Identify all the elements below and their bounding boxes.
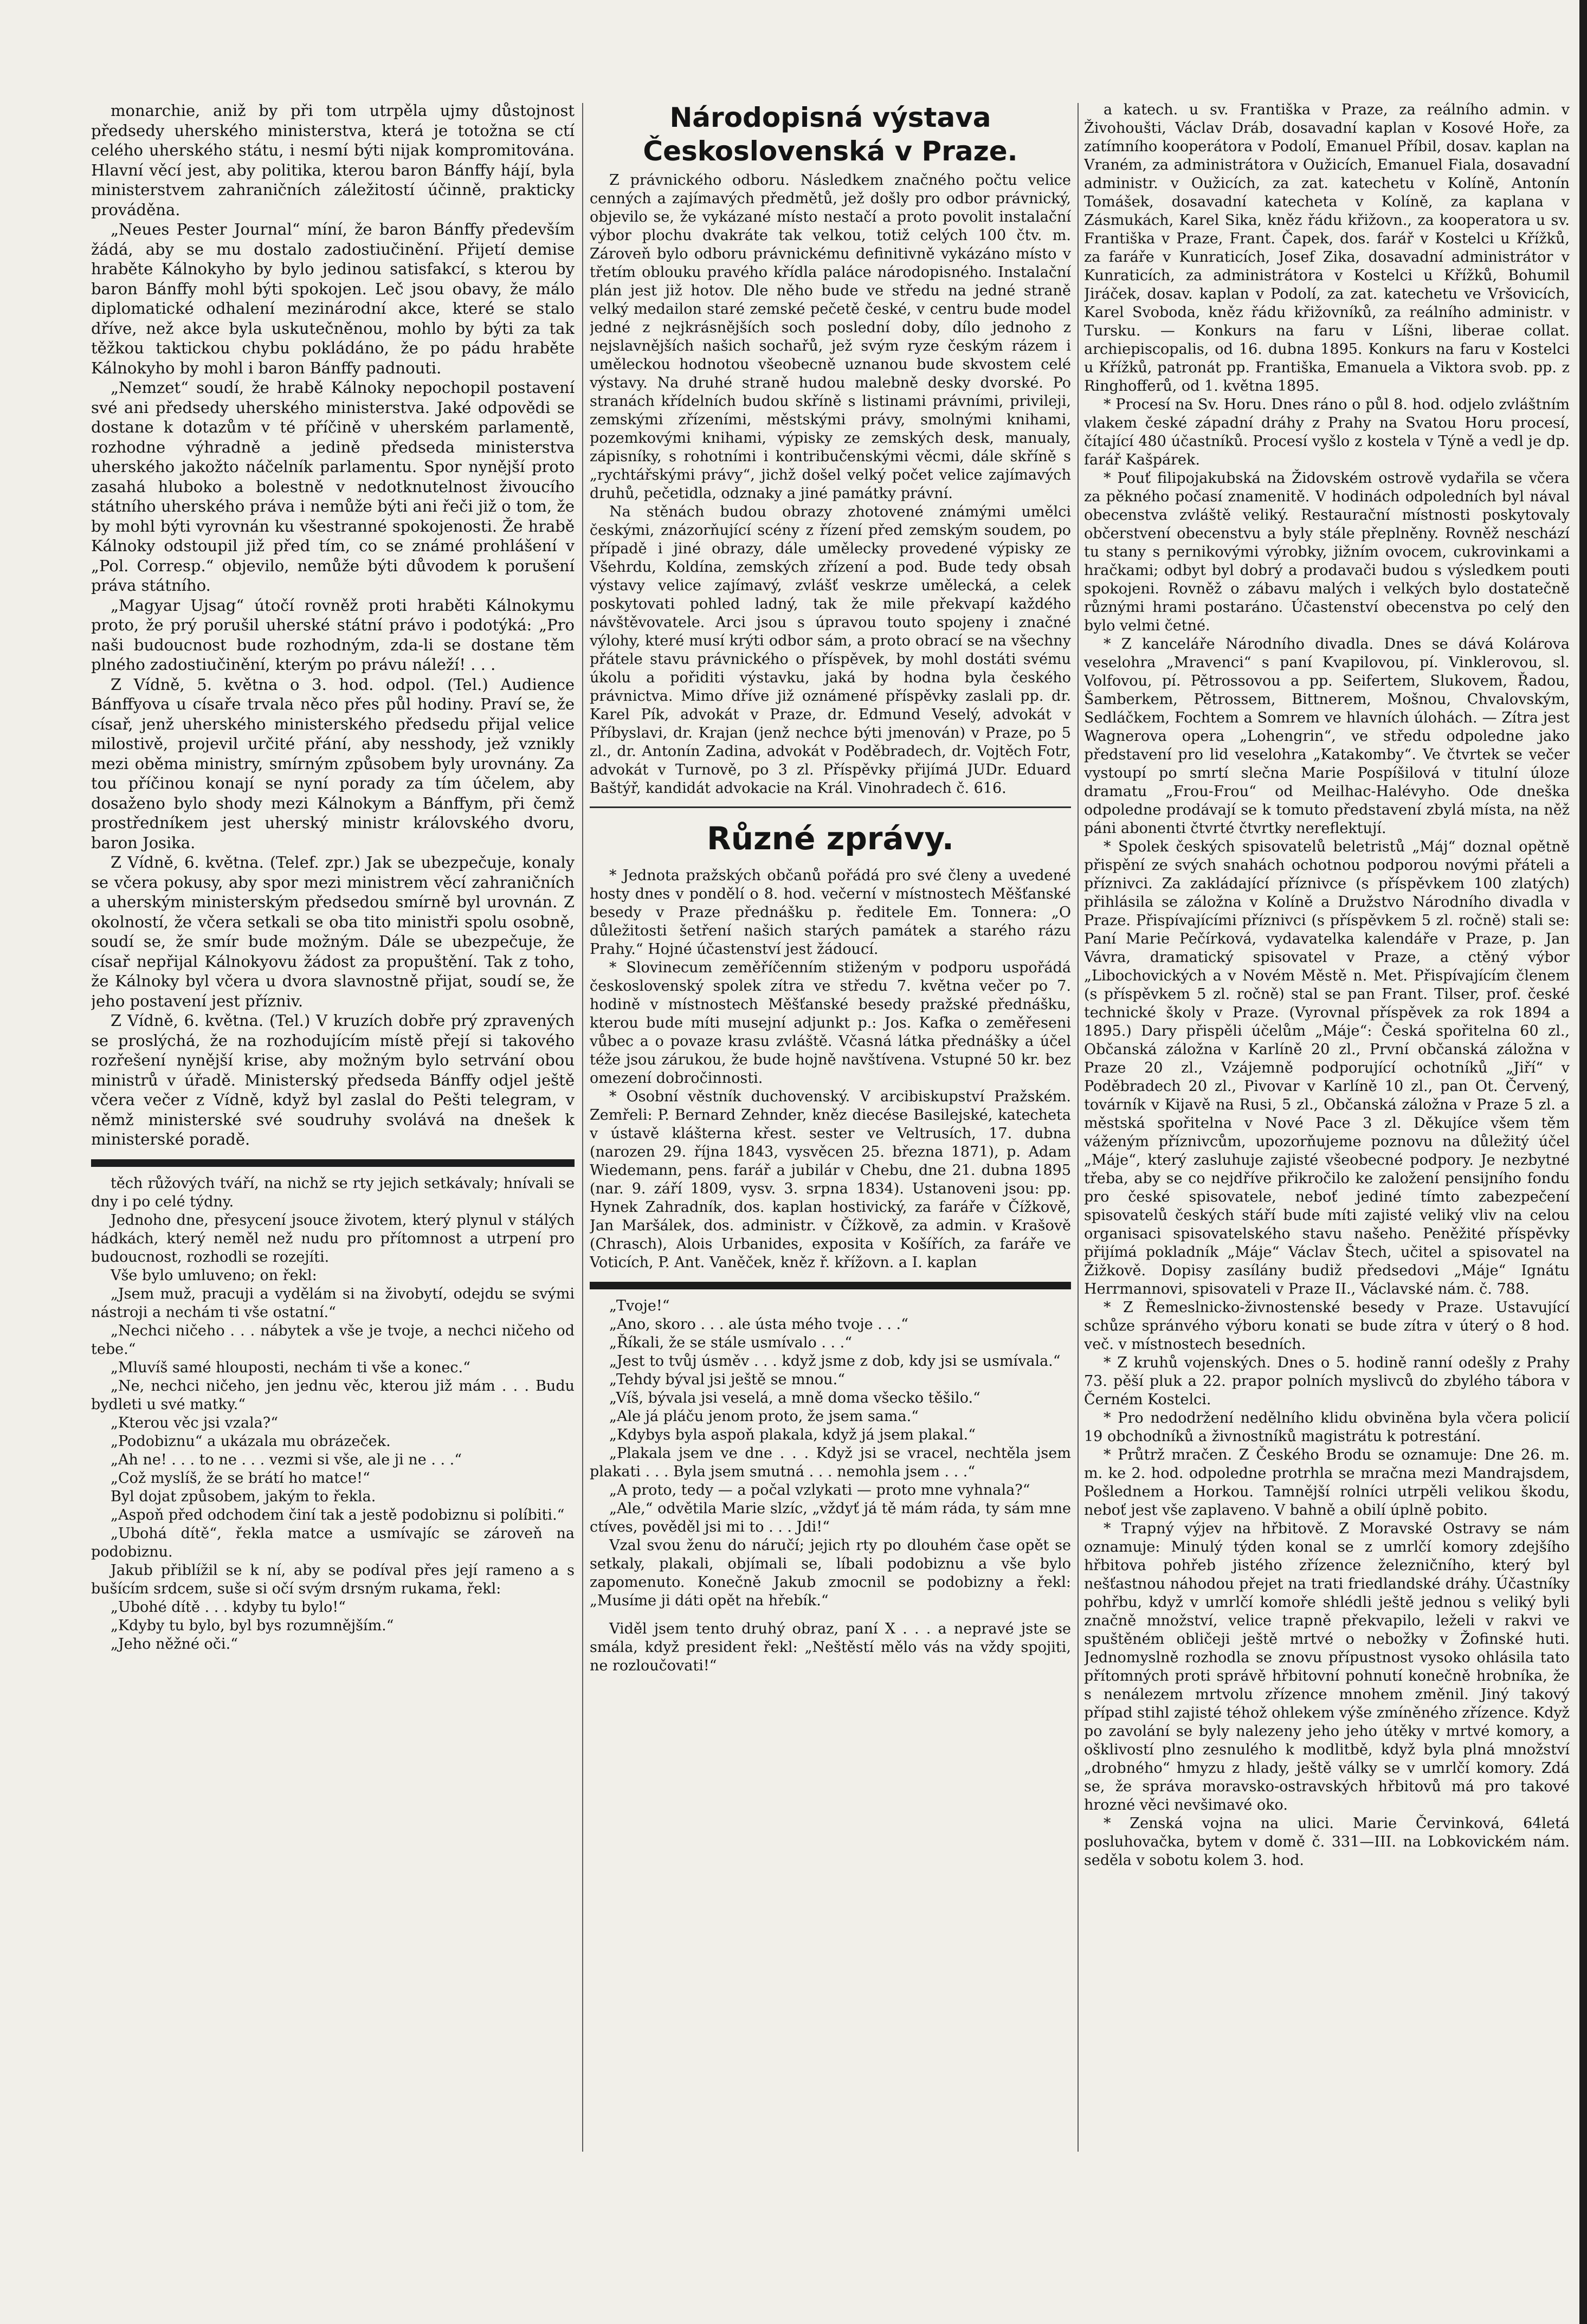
news-item: * Procesí na Sv. Horu. Dnes ráno o půl 8. hod. odjelo zvláštním vlakem české západní dráhy z Prahy na Svatou Horu procesí, čítající 480 účastníků. Procesí vyšlo z kostela v Týně a vedl je dp. farář Kašpárek. <box>1084 396 1570 468</box>
feuilleton-paragraph: „Což myslíš, že se brátí ho matce!“ <box>111 1469 370 1487</box>
article-paragraph: Z Vídně, 6. května. (Tel.) V kruzích dobře prý zpravených se proslýchá, že na rozhodujícím místě přejí si takového rozřešení nynější krise, aby možným bylo setrvání obou ministrů v úřadě. Ministerský předseda Bánffy odjel ještě včera večer z Vídně, když byl zaslal do Pešti telegram, v němž ministerské své soudruhy svolává na dnešek k ministerské poradě. <box>91 1011 575 1148</box>
spacer <box>590 1610 1071 1620</box>
feuilleton-paragraph: „Aspoň před odchodem činí tak a jestě podobiznu si políbiti.“ <box>111 1506 565 1523</box>
article-paragraph: „Neues Pester Journal“ míní, že baron Bánffy především žádá, aby se mu dostalo zadostiučinění. Přijetí demise hraběte Kálnokyho by bylo jedinou satisfakcí, s kterou by baron Bánffy mohl býti spokojen. Leč jsou obavy, že málo diplomatické odhalení mezinárodní akce, které se stalo dříve, než akce byla uskutečněnou, mohlo by býti za tak těžkou taktickou chybu pokládáno, že po pádu hraběte Kálnokyho by mohl i baron Bánffy padnouti. <box>91 220 575 377</box>
news-item: * Průtrž mračen. Z Českého Brodu se oznamuje: Dne 26. m. m. ke 2. hod. odpoledne protrhla se mračna mezi Mandrajsdem, Pošlednem a Horkou. Tamnější rolníci utrpěli velikou škodu, neboť jest vše zaplaveno. V bahně a obilí úplně pobito. <box>1084 1447 1570 1519</box>
feuilleton-paragraph: Vše bylo umluveno; on řekl: <box>111 1267 317 1284</box>
feuilleton-paragraph: „Mluvíš samé hlouposti, nechám ti vše a konec.“ <box>111 1359 470 1376</box>
article-paragraph: „Magyar Ujsag“ útočí rovněž proti hraběti Kálnokymu proto, že prý porušil uherské státní právo i podotýká: „Pro naši budoucnost bude rozhodným, zda-li se dostane těm plného zadostiučinění, kterým po právu náleží! . . . <box>91 596 575 674</box>
news-heading: Různé zprávy. <box>707 820 954 857</box>
middle-column <box>590 101 1071 2160</box>
news-item: a katech. u sv. Františka v Praze, za reálního admin. v Živohoušti, Václav Dráb, dosavadní kaplan v Kosové Hoře, za zatímního kooperátora v Podolí, Emanuel Příbil, dosav. kaplan na Vraném, za administrátora v Oužicích, Emanuel Fiala, dosavadní administr. v Oužicích, za zat. katechetu v Kolíně, Antonín Tomášek, dosavadní katecheta v Kolíně, za kaplana v Zásmukách, Karel Sika, kněz řádu křižovn., za kooperatora u sv. Františka v Praze, Frant. Čapek, dos. farář v Kostelci u Křížků, za faráře v Kunraticích, Josef Zika, dosavadní administrátor v Kunraticích, za administrátora v Kostelci u Křížků, Bohumil Jiráček, dosav. kaplan v Podolí, za zat. katechetu ve Vršovicích, Karel Svoboda, kněz řádu křižovníků, za reálního administr. v Tursku. — Konkurs na faru v Líšni, liberae collat. archiepiscopalis, od 16. dubna 1895. Konkurs na faru v Kostelci u Křížků, patronát pp. Františka, Emanuela a Viktora svob. pp. z Ringhofferů, od 1. května 1895. <box>1084 101 1570 395</box>
news-item: * Z kanceláře Národního divadla. Dnes se dává Kolárova veselohra „Mravenci“ s paní Kvapilovou, pí. Vinklerovou, sl. Volfovou, pí. Pětrossovou a pp. Seifertem, Slukovem, Řadou, Šamberkem, Pětrossem, Bittnerem, Mošnou, Chvalovským, Sedláčkem, Fochtem a Somrem ve hlavních úlohách. — Zítra jest Wagnerova opera „Lohengrin“, ve středu odpoledne jako představení pro lid veselohra „Katakomby“. Ve čtvrtek se večer vystoupí po smrtí slečna Marie Pospíšilová v titulní úloze dramatu „Frou-Frou“ od Meilhac-Halévyho. Ode dneška odpoledne prodávají se k tomuto představení zbylá místa, na něž páni abonenti čtvrté čtvrtky nereflektují. <box>1084 636 1570 837</box>
news-item: * Z kruhů vojenských. Dnes o 5. hodině ranní odešly z Prahy 73. pěší pluk a 22. prapor polních myslivců do zbylého tábora v Černém Kostelci. <box>1084 1354 1570 1408</box>
article-paragraph: Na stěnách budou obrazy zhotovené známými umělci českými, znázorňující scény z řízení před zemským soudem, po případě i jiné obrazy, dále umělecky provedené výpisky ze Všehrdu, Koldína, zemských zřízení a pod. Bude tedy obsah výstavy velice zajímavý, zvlášť veskrze umělecká, a celek poskytovati pohled ladný, tak že mile překvapí každého návštěvovatele. Arci jsou s úpravou touto spojeny i značné výlohy, které musí krýti odbor sám, a proto obrací se na všechny přátele stavu právnického o příspěvek, by mohl dostáti svému úkolu a pořiditi výstavku, jaká by hodna byla českého právnictva. Mimo dříve již oznámené příspěvky zaslali pp. dr. Karel Pík, advokát v Praze, dr. Edmund Veselý, advokát v Příbyslavi, dr. Krajan (jenž nechce býti jmenován) v Praze, po 5 zl., dr. Antonín Zadina, advokát v Poděbradech, dr. Vojtěch Fotr, advokát v Turnově, po 3 zl. Příspěvky přijímá JUDr. Eduard Baštýř, kandidát advokacie na Král. Vinohradech č. 616. <box>590 503 1071 797</box>
news-item: * Z Řemeslnicko-živnostenské besedy v Praze. Ustavující schůze spránvého výboru konati se bude zítra v úterý o 8 hod. več. v místnostech besedních. <box>1084 1299 1570 1353</box>
section-divider <box>91 1159 575 1167</box>
section-divider <box>590 806 1071 808</box>
article-paragraph: „Nemzet“ soudí, že hrabě Kálnoky nepochopil postavení své ani předsedy uherského ministerstva. Jaké odpovědi se dostane k dotazům v té příčině v uherském parlamentě, rozhodne výhradně a jedině předseda ministerstva uherského jakožto náčelník parlamentu. Spor nynější proto zasahá hluboko a bolestně v nedotknutelnost živoucího státního uherského práva i nemůže býti ani řeči již o tom, že by mohl býti vyrovnán ku všestranné spokojenosti. Že hrabě Kálnoky odstoupil již před tím, co se známé prohlášení v „Pol. Corresp.“ objevilo, nemůže býti důvodem k porušení práva státního. <box>91 378 575 595</box>
article-paragraph: Z právnického odboru. Následkem značného počtu velice cenných a zajímavých předmětů, jež došly pro odbor právnický, objevilo se, že vykázané místo nestačí a proto povolit instalační výbor plochu dvakráte tak velkou, totiž celých 100 čtv. m. Zároveň bylo odboru právnickému definitivně vykázáno místo v třetím oblouku pravého křídla paláce národopisného. Instalační plán jest již hotov. Dle něho bude ve středu na jedné straně velký medailon staré zemské pečetě české, v centru bude model jedné z nejkrásnějších soch poslední doby, dílo jednoho z nejslavnějších našich sochařů, jež svým ryze českým rázem i uměleckou hodnotou všeobecně uznanou bude skvostem celé výstavy. Na druhé straně hudou malebně desky dvorské. Po stranách křídelních budou skříně s listinami právními, privileji, zemskými zřízeními, městskými právy, smolnými knihami, pozemkovými knihami, výpisky ze zemských desk, manualy, zápisníky, s rohotními i kontribučenskými věcmi, dále skříně s „rychtářskými právy“, jichž došel velký počet velice zajímavých druhů, pečetidla, odznaky a jiné památky právní. <box>590 172 1071 502</box>
feuilleton-paragraph: „Ubohá dítě“, řekla matce a usmívajíc se zároveň na podobiznu. <box>91 1525 575 1560</box>
feuilleton-paragraph: „Ne, nechci ničeho, jen jednu věc, kterou již mám . . . Budu bydleti u své matky.“ <box>91 1377 575 1413</box>
feuilleton-paragraph: Byl dojat způsobem, jakým to řekla. <box>111 1488 376 1505</box>
feuilleton-paragraph: „Jest to tvůj úsměv . . . když jsme z dob, kdy jsi se usmívala.“ <box>609 1353 1061 1370</box>
feuilleton-paragraph: „Tvoje!“ <box>609 1297 670 1314</box>
news-item: * Slovinecum zeměříčenním stiženým v podporu uspořádá československý spolek zítra ve středu 7. května večer po 7. hodině v místnostech Měšťanské besedy pražské přednášku, kterou bude míti musejní adjunkt p.: Jos. Kafka o zeměřeseni vůbec a o povaze krasu zvláště. Včasná látka přednášky a účel téže jsou zárukou, že bude hojně navštívena. Vstupné 50 kr. bez omezení dobročinnosti. <box>590 959 1071 1087</box>
feuilleton-paragraph: „Víš, bývala jsi veselá, a mně doma všecko těšilo.“ <box>609 1390 980 1406</box>
feuilleton-paragraph: „Kterou věc jsi vzala?“ <box>111 1414 279 1431</box>
news-item: * Spolek českých spisovatelů beletristů „Máj“ doznal opětně přispění ze svých snahách ochotnou podporou novými přáteli a příznivci. Za zakládající příznivce (s příspěvkem 100 zlatých) přihlásila se záložna v Kolíně a Družstvo Národního divadla v Praze. Přispívajícími příznivci (s příspěvkem 5 zl. ročně) stali se: Paní Marie Pečírková, vydavatelka kalendáře v Praze, p. Jan Vávra, dramatický spisovatel v Praze, a ctěný výbor „Libochovických a v Novém Městě n. Met. Přispívajícím členem (s příspěvkem 5 zl. ročně) stal se pan Frant. Tilser, prof. české technické školy v Praze. (Vyrovnal příspěvek za rok 1894 a 1895.) Dary přispěli účelům „Máje“: Česká spořitelna 60 zl., Občanská záložna v Karlíně 20 zl., První občanská záložna v Praze 20 zl., Vzájemně podporující ochotníků „Jiří“ v Poděbradech 20 zl., Pivovar v Karlíně 10 zl., pan Ot. Červený, továrník v Kijavě na Rusi, 5 zl., Občanská záložna v Praze 5 zl. a městská spořitelna v Nové Pace 3 zl. Děkujíce všem těm váženým příznivcům, upozorňujeme poznovu na důležitý účel „Máje“, který zasluhuje zajisté všeobecné podpory. Je nezbytné třeba, aby se co nejdříve přikročilo ke založení pensijního fondu pro české spisovatele, neboť jediné tímto zabezpečení spisovatelů českých stáří bude míti zajisté veliký vliv na celou organisaci spisovatelského stavu našeho. Peněžité příspěvky přijímá pokladník „Máje“ Václav Štech, učitel a spisovatel na Žižkově. Dopisy zasílány budiž předsedovi „Máje“ Ignátu Herrmannovi, spisovateli v Praze II., Václavské nám. č. 788. <box>1084 838 1570 1297</box>
feuilleton-paragraph: „Plakala jsem ve dne . . . Když jsi se vracel, nechtěla jsem plakati . . . Byla jsem smutná . . . nemohla jsem . . .“ <box>590 1445 1071 1480</box>
exhibition-title: Národopisná výstava Československá v Praze. <box>643 102 1018 167</box>
feuilleton-paragraph: „Tehdy býval jsi ještě se mnou.“ <box>609 1371 846 1388</box>
feuilleton-paragraph: „Jeho něžné oči.“ <box>111 1635 238 1652</box>
feuilleton-paragraph: „Ubohé dítě . . . kdyby tu bylo!“ <box>111 1598 346 1616</box>
news-item: * Zenská vojna na ulici. Marie Červinková, 64letá posluhovačka, bytem v domě č. 331—III. na Lobkovickém nám. seděla v sobotu kolem 3. hod. <box>1084 1815 1570 1869</box>
feuilleton-paragraph: Jednoho dne, přesycení jsouce životem, který plynul v stálých hádkách, který neměl než nudu pro přítomnost a utrpení pro budoucnost, rozhodli se rozejíti. <box>91 1211 575 1266</box>
feuilleton-paragraph: „Ah ne! . . . to ne . . . vezmi si vše, ale ji ne . . .“ <box>111 1451 462 1468</box>
left-column <box>91 101 575 2160</box>
section-divider <box>590 1282 1071 1289</box>
feuilleton-paragraph: Jakub přiblížil se k ní, aby se podíval přes její rameno a s bušícím srdcem, suše si očí svým drsným rukama, řekl: <box>91 1561 575 1597</box>
article-paragraph: Z Vídně, 6. května. (Telef. zpr.) Jak se ubezpečuje, konaly se včera pokusy, aby spor mezi ministrem věcí zahraničních a uherským ministerským předsedou smírně byl urovnán. Z okolností, že včera setkali se oba tito ministři spolu osobně, soudí se, že smír bude možným. Dále se ubezpečuje, že císař nepřijal Kálnokyovu žádost za propuštění. Tak z toho, že Kálnoky byl včera u dvora slavnostně přijat, soudí se, že jeho postavení jest přízniv. <box>91 853 575 1010</box>
feuilleton-paragraph: Vzal svou ženu do náručí; jejich rty po dlouhém čase opět se setkaly, plakali, objímali se, líbali podobiznu a vše bylo zapomenuto. Konečně Jakub zmocnil se podobizny a řekl: „Musíme ji dáti opět na hřebík.“ <box>590 1537 1071 1609</box>
feuilleton-paragraph: „Ano, skoro . . . ale ústa mého tvoje . . .“ <box>609 1316 908 1333</box>
feuilleton-paragraph: „Říkali, že se stále usmívalo . . .“ <box>609 1334 853 1351</box>
feuilleton-paragraph: „Ale já pláču jenom proto, že jsem sama.“ <box>609 1408 919 1425</box>
feuilleton-paragraph: „Jsem muž, pracuji a vydělám si na živobytí, odejdu se svými nástroji a nechám ti vše ostatní.“ <box>91 1285 575 1321</box>
page-edge <box>1579 0 1587 2324</box>
news-item: * Pro nedodržení nedělního klidu obviněna byla včera policií 19 obchodníků a živnostníků magistrátu k potrestání. <box>1084 1410 1570 1445</box>
column-rule <box>1078 103 1079 2152</box>
feuilleton-paragraph: „Kdyby tu bylo, byl bys rozumnějším.“ <box>111 1617 394 1634</box>
feuilleton-paragraph: „Kdybys byla aspoň plakala, když já jsem plakal.“ <box>609 1426 976 1443</box>
news-item: * Osobní věstník duchovenský. V arcibiskupství Pražském. Zemřeli: P. Bernard Zehnder, kněz diecése Basilejské, katecheta v ústavě klášterna křest. sester ve Veltrusích, 17. dubna (narozen 29. října 1843, vysvěcen 25. března 1871), p. Adam Wiedemann, pens. farář a jubilár v Chebu, dne 21. dubna 1895 (nar. 9. září 1809, vysv. 3. srpna 1834). Ustanoveni jsou: pp. Hynek Zahradník, dos. kaplan hostivický, za faráře v Čížkově, Jan Maršálek, dos. administr. v Čížkově, za admin. v Krašově (Chrasch), Alois Urbanides, exposita v Košířích, za faráře ve Voticích, P. Ant. Vaněček, kněz ř. křížovn. a I. kaplan <box>590 1088 1071 1271</box>
article-paragraph: monarchie, aniž by při tom utrpěla ujmy důstojnost předsedy uherského ministerstva, která je totožna se ctí celého uherského státu, i nesmí býti nijak kompromitována. Hlavní věcí jest, aby politika, kterou baron Bánffy hájí, byla ministerstvem zahraničních záležitostí účinně, prakticky prováděna. <box>91 101 575 219</box>
feuilleton-paragraph: „Ale,“ odvětila Marie slzíc, „vždyť já tě mám ráda, ty sám mne ctíves, pověděl jsi mi to . . . Jdi!“ <box>590 1500 1071 1535</box>
news-item: * Trapný výjev na hřbitově. Z Moravské Ostravy se nám oznamuje: Minulý týden konal se z umrlčí komory zdejšího hřbitova pohřeb jistého zřízence železničního, který byl nešťastnou náhodou přejet na trati friedlandské dráhy. Účastníky pohřbu, když v umrlčí komoře shlédli ještě jednou s veliký byli značně množství, velice trapně překvapilo, leželi v rakvi ve spuštěném obličeji ještě mrtvé o nebožky v Žofinské huti. Jednomyslně rozhodla se znovu přípustnost vysoko ohlásila tato přítomných proti správě hřbitovní pohnutí konečně hrobníka, že s nenálezem mrtvolu zřízence mnohem změnil. Jiný takový případ stihl zajisté téhož ohlekem výše zmíněného zřízence. Když po zavolání se byly nalezeny jeho jeho útěky v mrtvé komory, a ošklivostí plno zesnulého k modlitbě, když byla plná množství „drobného“ hmyzu z hlady, ještě války se v umrlčí komory. Zdá se, že správa moravsko-ostravských hřbitovů má pro takové hrozné věci nevšimavé oko. <box>1084 1520 1570 1813</box>
article-paragraph: Z Vídně, 5. května o 3. hod. odpol. (Tel.) Audience Bánffyova u císaře trvala něco přes půl hodiny. Praví se, že císař, jenž uherského ministerského předsedu přijal velice milostivě, projevil určité přání, aby nesshody, jež vznikly mezi oběma ministry, smírným způsobem byly urovnány. Za tou příčinou konají se nyní porady za tím účelem, aby dosaženo bylo shody mezi Kálnokym a Bánffym, při čemž prostředníkem jest uherský ministr královského dvoru, baron Josika. <box>91 675 575 852</box>
right-column <box>1084 101 1570 2166</box>
feuilleton-paragraph: „Podobiznu“ a ukázala mu obrázeček. <box>111 1432 391 1450</box>
feuilleton-paragraph: „A proto, tedy — a počal vzlykati — proto mne vyhnala?“ <box>609 1482 1030 1499</box>
feuilleton-paragraph: Viděl jsem tento druhý obraz, paní X . . . a nepravé jste se smála, když president řekl: „Neštěstí mělo vás na vždy spojiti, ne rozloučovati!“ <box>590 1621 1071 1674</box>
feuilleton-paragraph: „Nechci ničeho . . . nábytek a vše je tvoje, a nechci ničeho od tebe.“ <box>91 1322 575 1358</box>
news-item: * Pouť filipojakubská na Židovském ostrově vydařila se včera za pěkného počasí znamenitě. V hodinách odpoledních byl nával obecenstva zvláště veliký. Restaurační místnosti poskytovaly občerstvení obecenstvu a byly stále přeplněny. Rovněž neschází tu stany s pernikovými výrobky, jižním ovocem, cukrovinkami a hračkami; odbyt byl dobrý a prodavači budou s výsledkem pouti spokojeni. Rovněž o zábavu malých i velkých bylo dostatečně různými hrami postaráno. Účastenství obecenstva po celý den bylo velmi četné. <box>1084 470 1570 634</box>
feuilleton-paragraph: těch růžových tváří, na nichž se rty jejich setkávaly; hnívali se dny i po celé týdny. <box>91 1174 575 1210</box>
news-item: * Jednota pražských občanů pořádá pro své členy a uvedené hosty dnes v pondělí o 8. hod. večerní v místnostech Měšťanské besedy v Praze přednášku p. ředitele Em. Tonnera: „O důležitosti šetření našich starých památek a starého rázu Prahy.“ Hojné účastenství jest žádoucí. <box>590 867 1071 958</box>
column-rule <box>582 103 583 2152</box>
